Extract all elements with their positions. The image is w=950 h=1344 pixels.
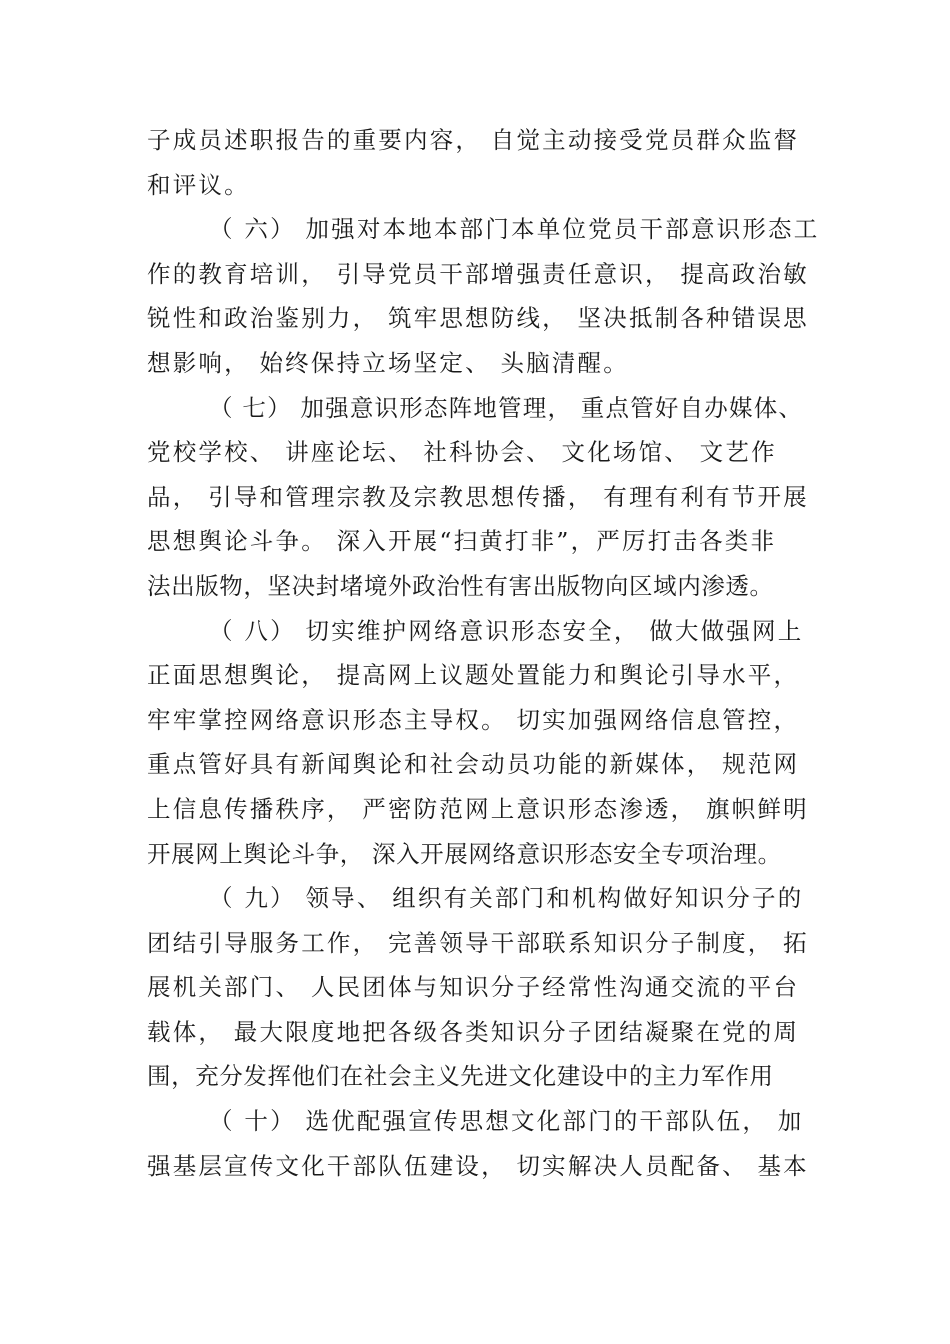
- text-line: 围，充分发挥他们在社会主义先进文化建设中的主力军作用: [147, 1062, 774, 1091]
- text-line: 锐性和政治鉴别力， 筑牢思想防线， 坚决抵制各种错误思: [147, 304, 809, 333]
- text-line: 法出版物，坚决封堵境外政治性有害出版物向区域内渗透。: [147, 571, 774, 600]
- text-line: 开展网上舆论斗争， 深入开展网络意识形态安全专项治理。: [147, 839, 782, 868]
- text-line: 团结引导服务工作， 完善领导干部联系知识分子制度， 拓: [147, 928, 809, 957]
- document-body: [147, 118, 820, 1188]
- text-line: 牢牢掌控网络意识形态主导权。 切实加强网络信息管控，: [147, 705, 800, 734]
- text-line: 上信息传播秩序， 严密防范网上意识形态渗透， 旗帜鲜明: [147, 794, 809, 823]
- text-line: 想影响， 始终保持立场坚定、 头脑清醒。: [147, 348, 629, 377]
- text-line: 党校学校、 讲座论坛、 社科协会、 文化场馆、 文艺作: [147, 438, 777, 467]
- text-line: 品， 引导和管理宗教及宗教思想传播， 有理有利有节开展: [147, 482, 809, 511]
- text-line: 和评议。: [147, 170, 250, 199]
- paragraph-ten-start: （ 十） 选优配强宣传思想文化部门的干部队伍， 加: [209, 1107, 804, 1136]
- text-line: 思想舆论斗争。 深入开展“扫黄打非”，严厉打击各类非: [147, 527, 777, 556]
- paragraph-nine-start: （ 九） 领导、 组织有关部门和机构做好知识分子的: [209, 884, 804, 913]
- text-line: 子成员述职报告的重要内容， 自觉主动接受党员群众监督: [147, 126, 800, 154]
- text-line: 重点管好具有新闻舆论和社会动员功能的新媒体， 规范网: [147, 750, 800, 779]
- paragraph-six-start: （ 六） 加强对本地本部门本单位党员干部意识形态工: [209, 215, 820, 244]
- paragraph-seven-start: （ 七） 加强意识形态阵地管理， 重点管好自办媒体、: [209, 393, 804, 422]
- text-line: 展机关部门、 人民团体与知识分子经常性沟通交流的平台: [147, 973, 800, 1002]
- text-line: 正面思想舆论， 提高网上议题处置能力和舆论引导水平，: [147, 661, 800, 690]
- text-line: 载体， 最大限度地把各级各类知识分子团结凝聚在党的周: [147, 1017, 800, 1046]
- text-line: 作的教育培训， 引导党员干部增强责任意识， 提高政治敏: [147, 259, 809, 288]
- text-line: 强基层宣传文化干部队伍建设， 切实解决人员配备、 基本: [147, 1151, 809, 1180]
- paragraph-eight-start: （ 八） 切实维护网络意识形态安全， 做大做强网上: [209, 616, 804, 645]
